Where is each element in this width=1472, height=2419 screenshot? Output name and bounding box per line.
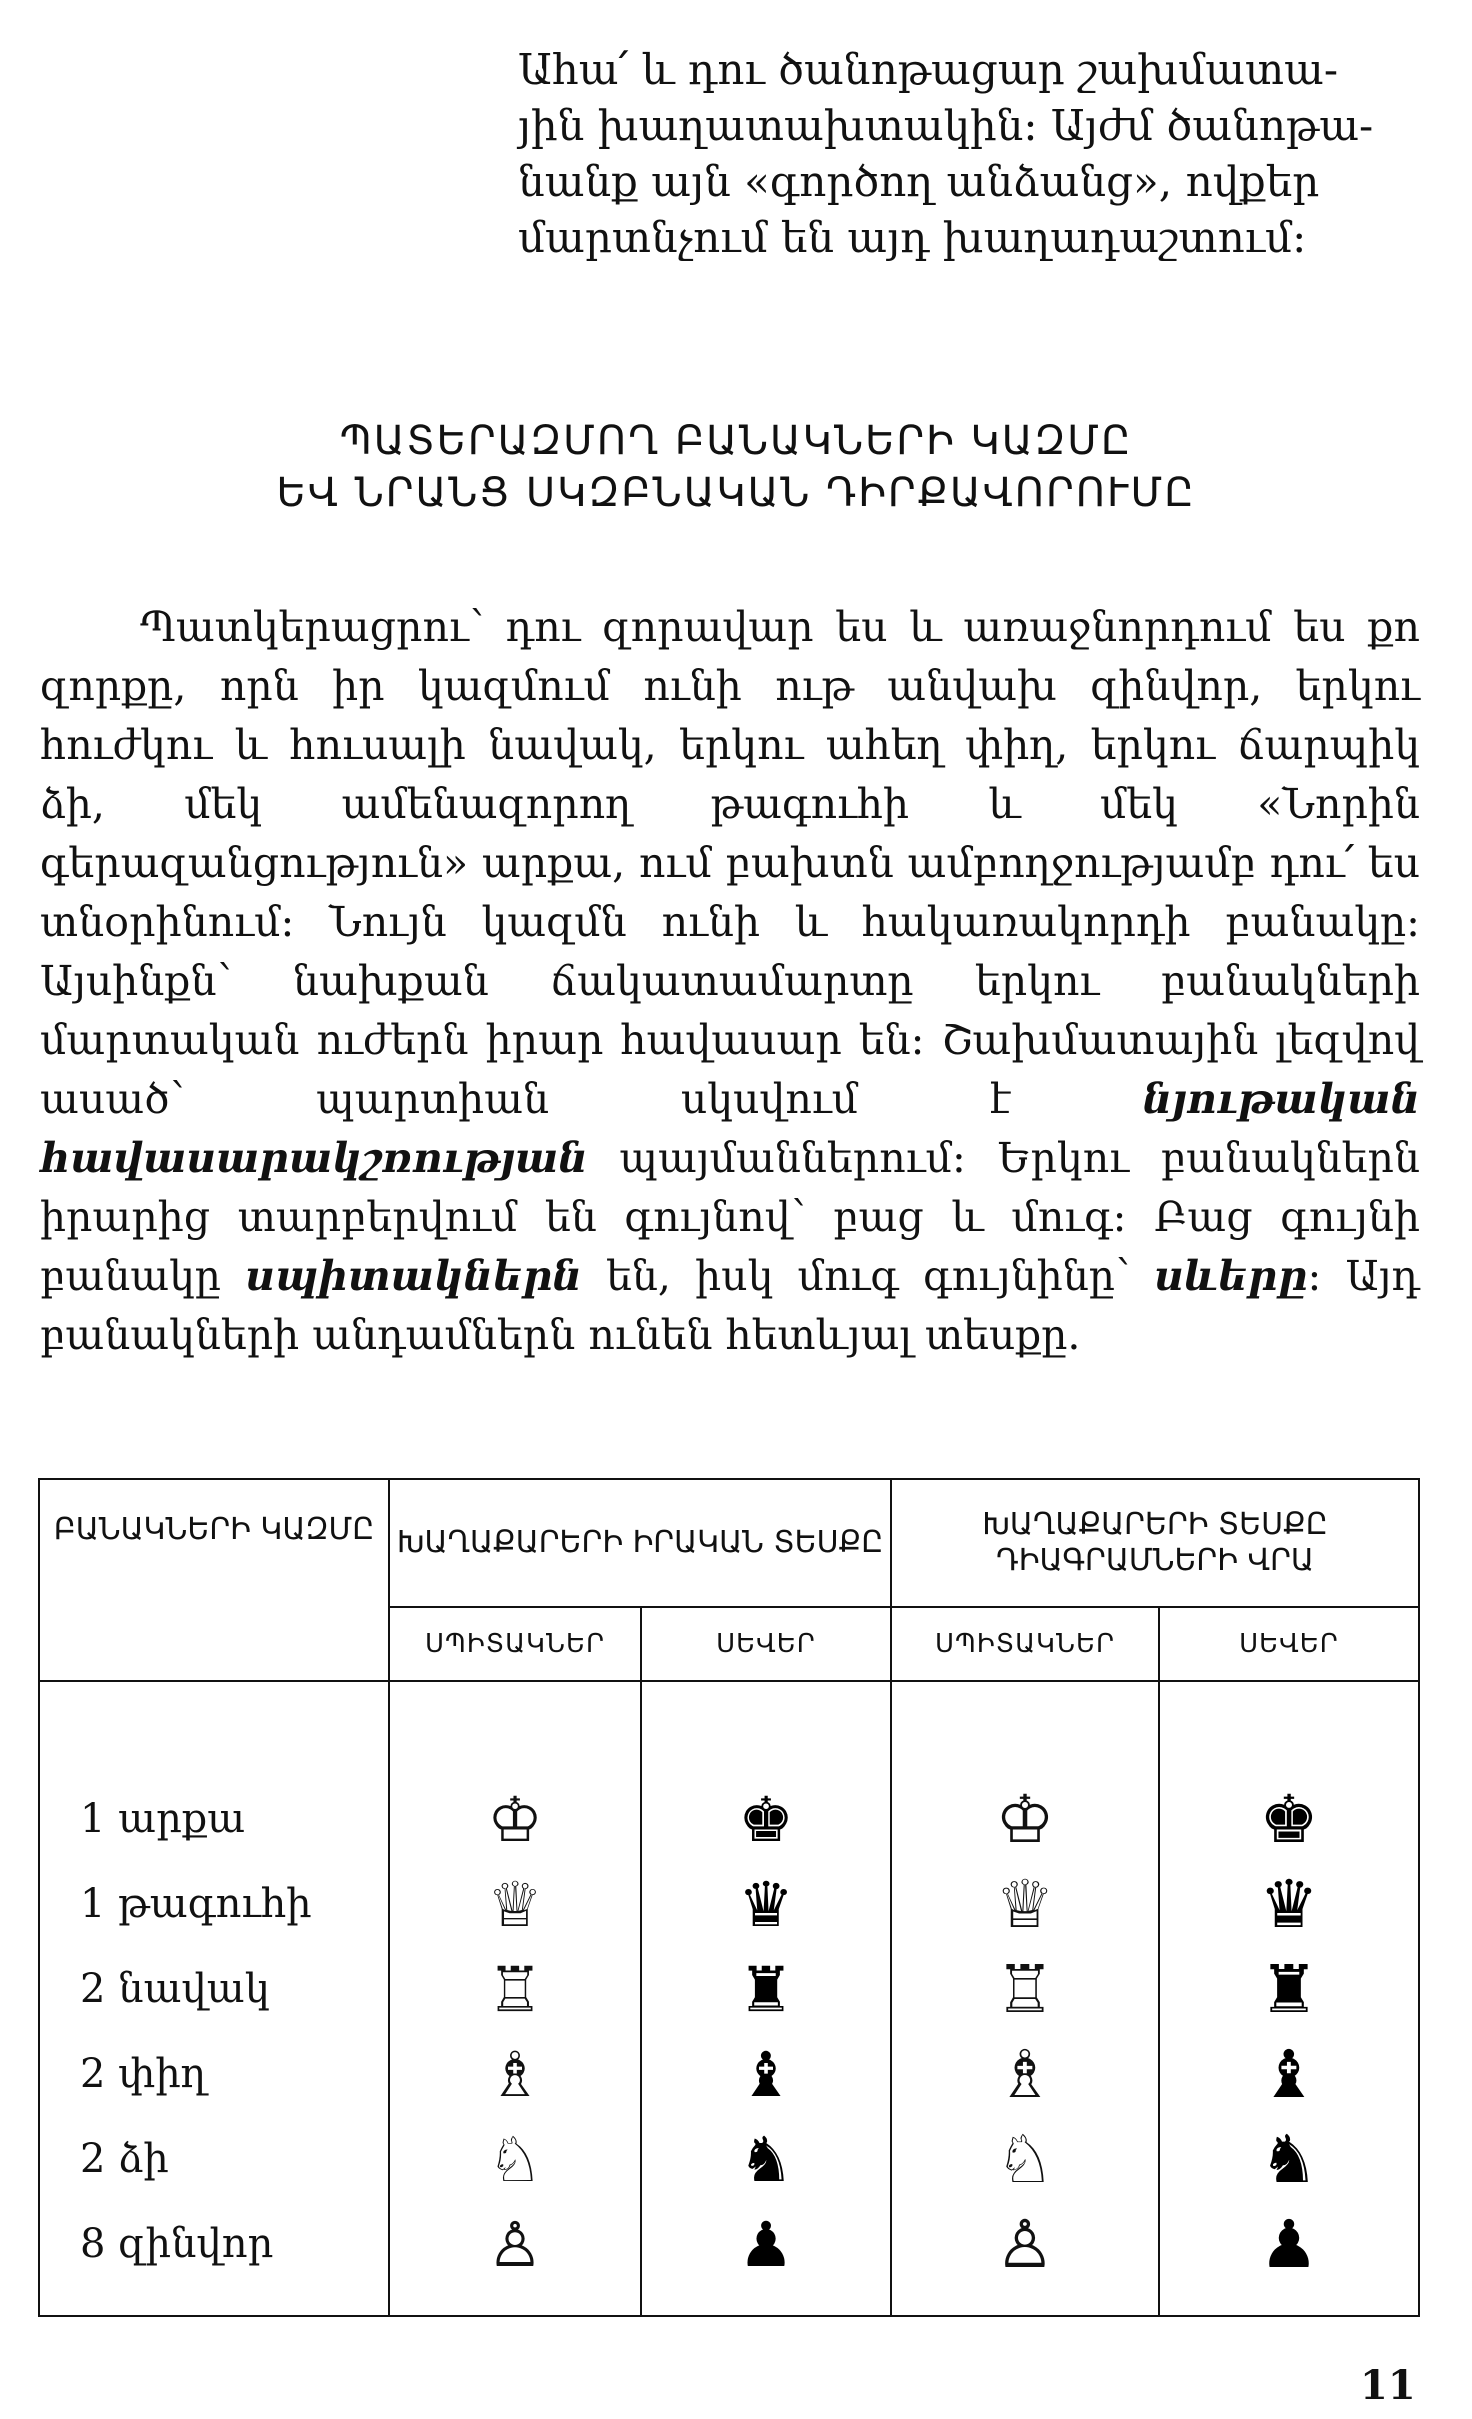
black-bishop-diagram-icon: ♝ — [1259, 2036, 1319, 2113]
black-pawn-diagram-icon: ♟ — [1259, 2206, 1319, 2283]
black-rook-diagram-icon: ♜ — [1259, 1951, 1319, 2028]
header-diagram-look: ԽԱՂԱՔԱՐԵՐԻ ՏԵՍՔԸ ԴԻԱԳՐԱՄՆԵՐԻ ՎՐԱ — [891, 1479, 1419, 1607]
white-bishop-diagram-icon: ♗ — [995, 2036, 1055, 2113]
page-number: 11 — [1360, 2362, 1416, 2409]
white-pawn-diagram-icon: ♙ — [995, 2206, 1055, 2283]
body-part-3: են, իսկ մուգ գույնինը՝ — [606, 1252, 1130, 1300]
header-composition: ԲԱՆԱԿՆԵՐԻ ԿԱԶՄԸ — [39, 1479, 389, 1681]
header-black-diagram: ՍԵՎԵՐ — [1159, 1607, 1419, 1681]
body-part-2: պայմաններում: Երկու բանակներն իրարից տարբերվում են գույնով՝ բաց և մուգ: Բաց գույնի բանակը — [40, 1134, 1420, 1300]
material-balance-term: նյութական հավասարակշռության — [40, 1075, 1420, 1182]
white-real-column — [389, 1681, 641, 2316]
white-queen-diagram-icon: ♕ — [995, 1866, 1055, 1943]
body-part-4: : Այդ բանակների անդամներն ունեն հետևյալ տեսքը. — [40, 1252, 1420, 1359]
black-pawn-photo-icon: ♟ — [738, 2208, 794, 2281]
pieces-table — [38, 1478, 1420, 2317]
white-king-photo-icon: ♔ — [487, 1783, 543, 1856]
intro-line-1: Ահա՛ և դու ծանոթացար շախմատա- — [518, 45, 1339, 94]
white-bishop-photo-icon: ♗ — [487, 2038, 543, 2111]
pieces-body-row — [39, 1681, 1419, 2316]
blacks-term: սևերը — [1154, 1252, 1308, 1300]
pieces-table-wrap — [38, 1478, 1418, 2317]
header-white-diagram: ՍՊԻՏԱԿՆԵՐ — [891, 1607, 1159, 1681]
header-white-real: ՍՊԻՏԱԿՆԵՐ — [389, 1607, 641, 1681]
piece-name-king: 1 արքա — [80, 1796, 246, 1842]
piece-name-bishop: 2 փիղ — [80, 2051, 207, 2097]
intro-line-4: մարտնչում են այդ խաղադաշտում: — [518, 213, 1307, 262]
body-part-1: Պատկերացրու՝ դու զորավար ես և առաջնորդում ես քո զորքը, որն իր կազմում ունի ութ անվախ զինվոր, երկու հուժկու և հուսալի նավակ, երկու ահեղ փիղ, երկու ճարպիկ ձի, մեկ ամենազորող թագուհի և մեկ «Նորին գերազանցություն» արքա, ում բախտն ամբողջությամբ դու՛ ես տնօրինում: Նույն կազմն ունի և հակառակորդի բանակը: Այսինքն՝ նախքան ճակատամարտը երկու բանակների մարտական ուժերն իրար հավասար են: Շախմատային լեզվով ասած՝ պարտիան սկսվում է — [40, 603, 1420, 1123]
heading-line-2: ԵՎ ՆՐԱՆՑ ՍԿԶԲՆԱԿԱՆ ԴԻՐՔԱՎՈՐՈՒՄԸ — [276, 470, 1196, 516]
black-real-column — [641, 1681, 891, 2316]
intro-line-2: յին խաղատախտակին: Այժմ ծանոթա- — [518, 101, 1374, 150]
black-knight-photo-icon: ♞ — [738, 2123, 794, 2196]
white-rook-diagram-icon: ♖ — [995, 1951, 1055, 2028]
heading-line-1: ՊԱՏԵՐԱԶՄՈՂ ԲԱՆԱԿՆԵՐԻ ԿԱԶՄԸ — [339, 418, 1133, 464]
black-king-photo-icon: ♚ — [738, 1783, 794, 1856]
white-king-diagram-icon: ♔ — [995, 1781, 1055, 1858]
white-pawn-photo-icon: ♙ — [487, 2208, 543, 2281]
piece-name-pawn: 8 զինվոր — [80, 2221, 274, 2267]
section-heading — [40, 415, 1432, 519]
black-queen-photo-icon: ♛ — [738, 1868, 794, 1941]
black-king-diagram-icon: ♚ — [1259, 1781, 1319, 1858]
black-diagram-column — [1159, 1681, 1419, 2316]
black-knight-diagram-icon: ♞ — [1259, 2121, 1319, 2198]
header-real-look: ԽԱՂԱՔԱՐԵՐԻ ԻՐԱԿԱՆ ՏԵՍՔԸ — [389, 1479, 891, 1607]
header-row — [39, 1479, 1419, 1607]
white-rook-photo-icon: ♖ — [487, 1953, 543, 2026]
black-rook-photo-icon: ♜ — [738, 1953, 794, 2026]
black-bishop-photo-icon: ♝ — [738, 2038, 794, 2111]
whites-term: սպիտակներն — [245, 1252, 582, 1300]
white-queen-photo-icon: ♕ — [487, 1868, 543, 1941]
header-black-real: ՍԵՎԵՐ — [641, 1607, 891, 1681]
white-knight-diagram-icon: ♘ — [995, 2121, 1055, 2198]
body-paragraph — [40, 598, 1420, 1365]
piece-names-column — [39, 1681, 389, 2316]
white-knight-photo-icon: ♘ — [487, 2123, 543, 2196]
piece-name-knight: 2 ձի — [80, 2136, 169, 2182]
white-diagram-column — [891, 1681, 1159, 2316]
black-queen-diagram-icon: ♛ — [1259, 1866, 1319, 1943]
piece-name-queen: 1 թագուհի — [80, 1881, 312, 1927]
intro-paragraph — [518, 42, 1418, 266]
intro-line-3: նանք այն «գործող անձանց», ովքեր — [518, 157, 1320, 206]
piece-name-rook: 2 նավակ — [80, 1966, 270, 2012]
body-text — [40, 598, 1420, 1365]
